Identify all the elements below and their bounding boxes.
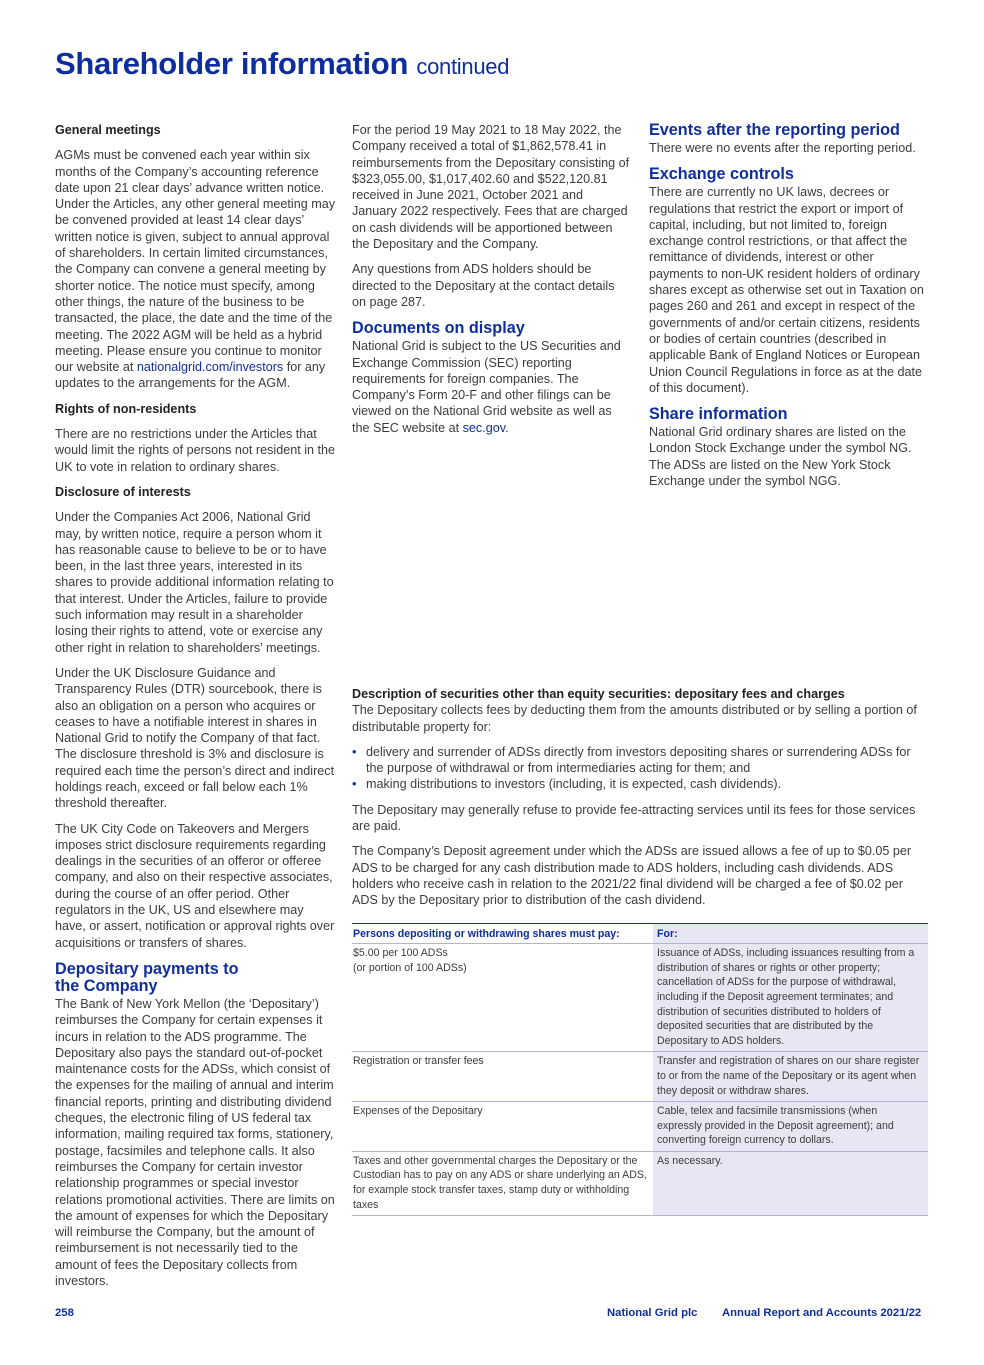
events-text: There were no events after the reporting period.	[649, 141, 916, 155]
disclosure-paragraph: Under the UK Disclosure Guidance and Transparency Rules (DTR) sourcebook, there is also an obligation on a person who acquires or ceases to have a notifiable interest in shares in National Grid to notify the Company of that fact. The disclosure threshold is 3% and disclosure is required each time the person’s direct and indirect holdings reach, exceed or fall below each 1% threshold thereafter.	[55, 665, 335, 811]
table-row	[352, 944, 928, 1052]
table-header-for: For:	[653, 923, 928, 944]
table-cell-pay: Taxes and other governmental charges the Depositary or the Custodian has to pay on any ADS or share underlying an ADS, for example stock transfer taxes, stamp duty or withholding taxes	[352, 1151, 653, 1215]
page-title-continued: continued	[416, 54, 510, 79]
exchange-controls-heading: Exchange controls	[649, 165, 794, 184]
general-meetings-text	[55, 147, 337, 391]
table-row	[352, 1102, 928, 1152]
depositary-heading	[55, 961, 337, 995]
table-header-row	[352, 923, 928, 944]
events-heading: Events after the reporting period	[649, 121, 900, 139]
disclosure-paragraph: Under the Companies Act 2006, National Grid may, by written notice, require a person whom it has reasonable cause to believe to be or to have been, in the last three years, interested in its shares to provide additional information relating to that interest. Under the Articles, failure to provide such information may result in a shareholder losing their rights to attend, vote or exercise any other right in relation to shareholders’ meetings.	[55, 510, 334, 655]
disclosure-paragraph: The UK City Code on Takeovers and Mergers imposes strict disclosure requirements regarding dealings in the securities of an offeror or offeree company, and also on their respective associates, during the course of an offer period. Other regulators in the UK, US and elsewhere may have, or assert, notification or approval rights over acquisitions or transfers of shares.	[55, 821, 335, 950]
page-title	[55, 46, 509, 82]
documents-heading: Documents on display	[352, 319, 525, 338]
table-cell-for: Transfer and registration of shares on our share register to or from the name of the Depositary or its agent when they deposit or withdraw shares.	[653, 1052, 928, 1102]
column-middle	[352, 122, 630, 445]
documents-body: National Grid is subject to the US Securities and Exchange Commission (SEC) reporting requirements for foreign companies. The Company’s Form 20-F and other filings can be viewed on the National Grid website as well as the SEC website at	[352, 339, 621, 435]
bullet-text: making distributions to investors (including, it is expected, cash dividends).	[366, 777, 782, 792]
table-cell-for: As necessary.	[653, 1151, 928, 1215]
page-number: 258	[55, 1307, 74, 1319]
table-cell-for: Cable, telex and facsimile transmissions (when expressly provided in the Deposit agreement); and converting foreign currency to dollars.	[653, 1102, 928, 1152]
investors-link[interactable]: nationalgrid.com/investors	[136, 360, 284, 375]
general-meetings-heading: General meetings	[55, 123, 161, 137]
securities-heading: Description of securities other than equity securities: depositary fees and charges	[352, 687, 845, 701]
depositary-heading-line: Depositary payments to	[55, 959, 239, 978]
disclosure-heading: Disclosure of interests	[55, 484, 191, 499]
table-cell-pay: Expenses of the Depositary	[352, 1102, 653, 1152]
exchange-controls-text: There are currently no UK laws, decrees or regulations that restrict the export or import of capital, including, but not limited to, foreign exchange control restrictions, or that affect the remittance of dividends, interest or other payments to non-UK resident holders of ordinary shares except as otherwise set out in Taxation on pages 260 and 261 and except in respect of the governments of and/or certain citizens, residents or bodies of certain countries (described in applicable Bank of England Notices or European Union Council Regulations in force as at the date of this document).	[649, 185, 924, 395]
column-left	[55, 122, 337, 1298]
fees-table	[352, 923, 928, 1217]
securities-bullet-list	[352, 744, 930, 793]
bullet-text: delivery and surrender of ADSs directly from investors depositing shares or surrendering ADSs for the purpose of withdrawal or from intermediaries acting for them; and	[366, 744, 911, 776]
documents-text	[352, 338, 630, 436]
table-cell-pay	[352, 944, 653, 1052]
depositary-heading-line: the Company	[55, 976, 158, 995]
depositary-paragraph: For the period 19 May 2021 to 18 May 2022, the Company received a total of $1,862,578.41 in reimbursements from the Depositary consisting of $323,055.00, $1,017,402.60 and $522,120.81 received in June 2021, October 2021 and January 2022 respectively. Fees that are charged on cash dividends will be apportioned between the Depositary and the Company.	[352, 123, 630, 252]
securities-intro: The Depositary collects fees by deducting them from the amounts distributed or by selling a portion of distributable property for:	[352, 703, 917, 734]
footer-company: National Grid plc	[607, 1307, 698, 1319]
securities-paragraph: The Depositary may generally refuse to provide fee-attracting services until its fees for those services are paid.	[352, 802, 916, 834]
list-item	[352, 744, 930, 777]
non-residents-heading: Rights of non-residents	[55, 401, 197, 416]
table-row	[352, 1151, 928, 1215]
general-meetings-body-end: for any updates to the arrangements for the AGM.	[55, 360, 326, 391]
documents-body-end: .	[505, 420, 509, 435]
table-cell-pay: Registration or transfer fees	[352, 1052, 653, 1102]
table-cell-for: Issuance of ADSs, including issuances resulting from a distribution of shares or rights or other property; cancellation of ADSs for the purpose of withdrawal, including if the Deposit agreement terminates; and distribution of securities distributed to holders of deposited securities that are distributed by the Depositary to ADS holders.	[653, 944, 928, 1052]
footer-report-title: Annual Report and Accounts 2021/22	[722, 1307, 922, 1319]
non-residents-text: There are no restrictions under the Articles that would limit the rights of persons not resident in the UK to vote in relation to ordinary shares.	[55, 427, 336, 474]
securities-section	[352, 686, 930, 1216]
table-header-pay: Persons depositing or withdrawing shares must pay:	[352, 923, 653, 944]
column-right	[649, 122, 931, 498]
page-title-main: Shareholder information	[55, 46, 409, 81]
cell-line: $5.00 per 100 ADSs	[353, 947, 448, 960]
table-row	[352, 1052, 928, 1102]
depositary-paragraph: Any questions from ADS holders should be directed to the Depositary at the contact details on page 287.	[352, 262, 615, 309]
cell-line: (or portion of 100 ADSs)	[353, 961, 467, 974]
share-information-heading: Share information	[649, 405, 788, 424]
bullet-icon: •	[352, 777, 357, 792]
share-information-text: National Grid ordinary shares are listed on the London Stock Exchange under the symbol NG. The ADSs are listed on the New York Stock Exchange under the symbol NGG.	[649, 425, 912, 489]
depositary-paragraph: The Bank of New York Mellon (the ‘Depositary’) reimburses the Company for certain expenses it incurs in relation to the ADS programme. The Depositary also pays the standard out-of-pocket maintenance costs for the ADSs, which consist of the expenses for the mailing of annual and interim financial reports, printing and distributing dividend cheques, the electronic filing of US federal tax information, mailing required tax forms, stationery, postage, facsimiles and telephone calls. It also reimburses the Company for certain investor relationship programmes or special investor relations promotional activities. There are limits on the amount of expenses for which the Depositary will reimburse the Company, but the amount of reimbursement is not necessarily tied to the amount of fees the Depositary collects from investors.	[55, 996, 335, 1288]
general-meetings-body: AGMs must be convened each year within six months of the Company’s accounting reference date upon 21 clear days’ advance written notice. Under the Articles, any other general meeting may be convened provided at least 14 clear days’ written notice is given, subject to annual approval of shareholders. In certain limited circumstances, the Company can convene a general meeting by shorter notice. The notice must specify, among other things, the nature of the business to be transacted, the place, the date and the time of the meeting. The 2022 AGM will be held as a hybrid meeting. Please ensure you continue to monitor our website at	[55, 148, 336, 375]
bullet-icon: •	[352, 744, 357, 759]
sec-link[interactable]: sec.gov	[462, 420, 506, 435]
securities-paragraph: The Company’s Deposit agreement under which the ADSs are issued allows a fee of up to $0.05 per ADS to be charged for any cash distribution made to ADS holders, including cash dividends. ADS holders who receive cash in relation to the 2021/22 final dividend will be charged a fee of $0.02 per ADS by the Depositary prior to distribution of the cash dividend.	[352, 844, 912, 908]
list-item	[352, 776, 930, 792]
